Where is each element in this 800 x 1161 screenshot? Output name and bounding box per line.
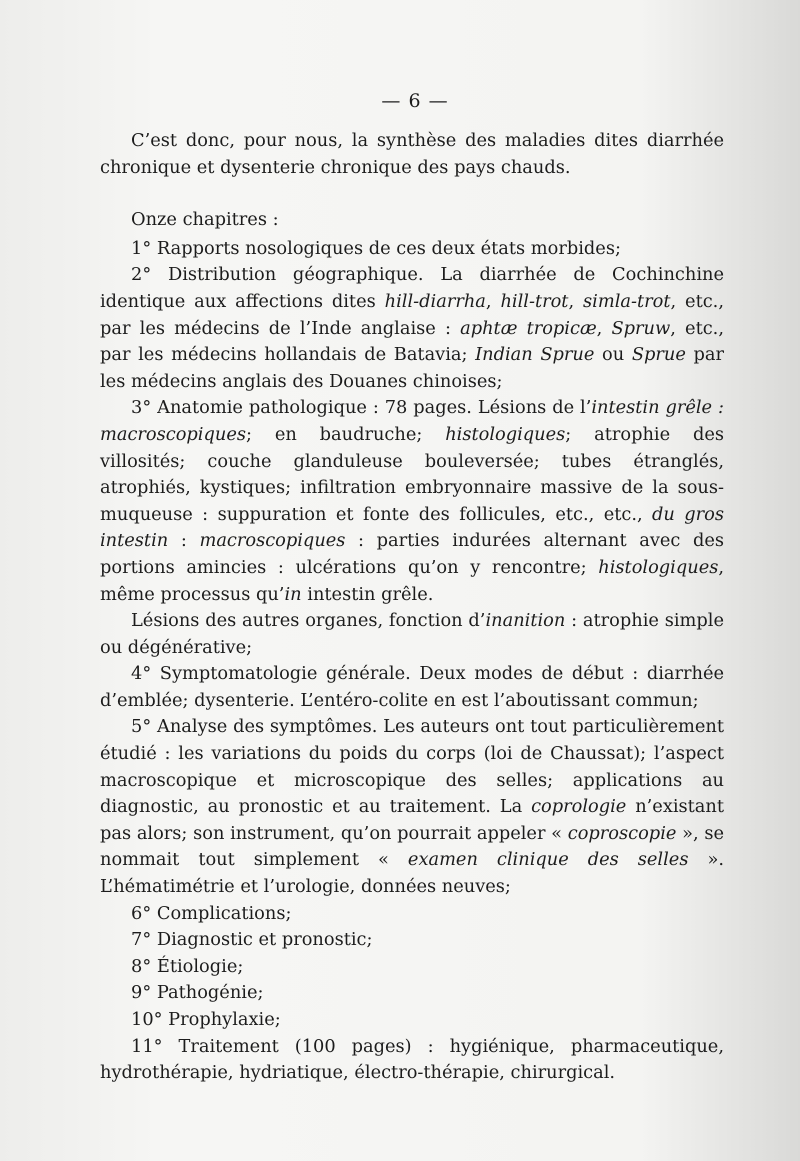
chapter-9: 9° Pathogénie; bbox=[131, 982, 264, 1004]
chapter-3: 3° Anatomie pathologique : 78 pages. Lésions de l’intestin grêle : macroscopiques; en baudruche; histologiques; atrophie des villosités; couche glanduleuse bouleversée; tubes étranglés, atrophiés, kystiques; infiltration embryonnaire massive de la sous-muqueuse : suppuration et fonte des follicules, etc., etc., du gros intestin : macroscopiques : parties indurées alternant avec des portions amincies : ulcérations qu’on y rencontre; histologiques, même processus qu’in intestin grêle. bbox=[100, 397, 725, 605]
chapter-10: 10° Prophylaxie; bbox=[131, 1009, 281, 1030]
chapter-7: 7° Diagnostic et pronostic; bbox=[131, 929, 373, 951]
chapter-5: 5° Analyse des symptômes. Les auteurs ont tout particulièrement étudié : les variations du poids du corps (loi de Chaussat); l’aspect macroscopique et microscopique des selles; applications au diagnostic, au pronostic et au traitement. La coprologie n’existant pas alors; son instrument, qu’on pourrait appeler « coproscopie », se nommait tout simplement « examen clinique des selles ». L’hématimétrie et l’urologie, données neuves; bbox=[100, 716, 725, 898]
intro-paragraph: C’est donc, pour nous, la synthèse des maladies dites diarrhée chronique et dysenterie chronique des pays chauds. bbox=[100, 130, 724, 178]
chapter-4: 4° Symptomatologie générale. Deux modes de début : diarrhée d’emblée; dysenterie. L’entéro-colite en est l’aboutissant commun; bbox=[100, 663, 724, 711]
page-number: — 6 — bbox=[381, 90, 449, 112]
chapter-1: 1° Rapports nosologiques de ces deux états morbides; bbox=[131, 237, 621, 259]
document-body bbox=[100, 128, 724, 1087]
chapter-8: 8° Étiologie; bbox=[131, 955, 244, 977]
chapter-3-continued: Lésions des autres organes, fonction d’inanition : atrophie simple ou dégénérative; bbox=[100, 610, 724, 658]
chapter-2: 2° Distribution géographique. La diarrhée de Cochinchine identique aux affections dites hill-diarrha, hill-trot, simla-trot, etc., par les médecins de l’Inde anglaise : aphtæ tropicæ, Spruw, etc., par les médecins hollandais de Batavia; Indian Sprue ou Sprue par les médecins anglais des Douanes chinoises; bbox=[100, 264, 725, 392]
chapter-11: 11° Traitement (100 pages) : hygiénique, pharmaceutique, hydrothérapie, hydriatique, électro-thérapie, chirurgical. bbox=[100, 1035, 724, 1084]
chapters-heading: Onze chapitres : bbox=[131, 209, 279, 231]
chapter-6: 6° Complications; bbox=[131, 902, 292, 924]
